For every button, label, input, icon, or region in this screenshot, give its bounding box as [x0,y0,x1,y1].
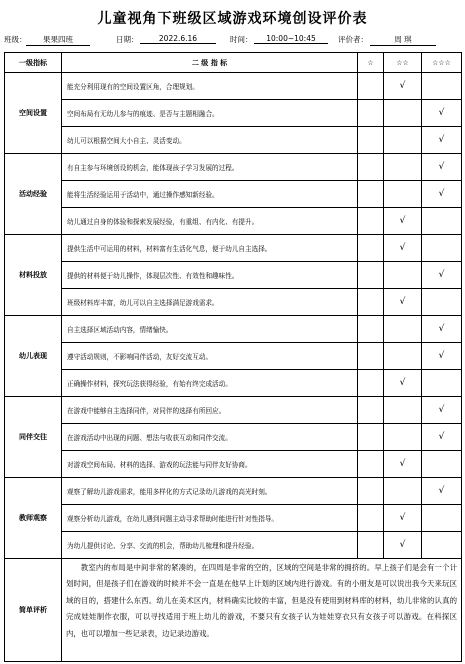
rating-mark [358,505,384,532]
rating-mark [358,208,384,235]
rating-mark [422,73,462,100]
table-row [5,397,462,424]
class-value: 果果四班 [26,34,90,46]
rating-mark [384,262,422,289]
category-label: 材料投放 [5,235,62,316]
category-label: 空间设置 [5,73,62,154]
table-row [5,127,462,154]
category-label: 同伴交往 [5,397,62,478]
indicator-text: 观察分析幼儿游戏，在幼儿遇到问题主动寻求帮助时能进行针对性指导。 [62,505,358,532]
rating-mark [384,181,422,208]
date-label: 日期： [116,35,139,44]
evaluator-value: 周 琪 [370,34,436,46]
rating-mark [358,154,384,181]
category-label: 幼儿表现 [5,316,62,397]
table-row [5,154,462,181]
time-value: 10:00~10:45 [254,34,328,44]
rating-mark [384,316,422,343]
page-title: 儿童视角下班级区域游戏环境创设评价表 [97,11,368,27]
table-row [5,451,462,478]
table-row [5,100,462,127]
rating-mark [358,181,384,208]
indicator-text: 遵守活动规则，不影响同伴活动，友好交流互动。 [62,343,358,370]
rating-mark: √ [422,397,462,424]
table-row [5,478,462,505]
rating-mark [384,424,422,451]
rating-mark: √ [422,100,462,127]
summary-label: 简单评析 [5,559,62,662]
indicator-text: 提供生活中可运用的材料，材料富有生活化气息，便于幼儿自主选择。 [62,235,358,262]
class-label: 班级： [4,35,27,44]
rating-mark [384,478,422,505]
table-row [5,316,462,343]
rating-mark [358,127,384,154]
header-secondary-indicator: 二 级 指 标 [62,53,358,73]
rating-mark [422,208,462,235]
rating-mark [358,532,384,559]
table-header-row [5,53,462,73]
indicator-text: 自主选择区域活动内容，情绪愉快。 [62,316,358,343]
rating-mark [358,397,384,424]
table-row [5,424,462,451]
table-row [5,181,462,208]
rating-mark: √ [384,451,422,478]
rating-mark [358,316,384,343]
rating-mark [422,235,462,262]
indicator-text: 能将生活经验运用于活动中，通过操作感知新经验。 [62,181,358,208]
header-one-star: ☆ [358,53,384,73]
rating-mark: √ [422,262,462,289]
rating-mark: √ [384,208,422,235]
indicator-text: 能充分利用现有的空间设置区角，合理规划。 [62,73,358,100]
indicator-text: 正确操作材料，探究玩法获得经验，有始有终完成活动。 [62,370,358,397]
rating-mark [422,289,462,316]
evaluation-table [4,52,462,662]
rating-mark [384,154,422,181]
rating-mark [422,451,462,478]
rating-mark: √ [422,154,462,181]
table-row [5,505,462,532]
indicator-text: 为幼儿提供讨论、分享、交流的机会，帮助幼儿梳理和提升经验。 [62,532,358,559]
evaluator-label: 评价者： [338,35,368,44]
rating-mark: √ [422,127,462,154]
table-row [5,370,462,397]
indicator-text: 在游戏活动中出现的问题、想法与收获互动和同伴交流。 [62,424,358,451]
indicator-text: 有自主参与环境创设的机会，能体现孩子学习发展的过程。 [62,154,358,181]
rating-mark [358,424,384,451]
time-label: 时间： [230,35,253,44]
rating-mark [358,100,384,127]
rating-mark: √ [384,505,422,532]
rating-mark: √ [384,73,422,100]
table-row [5,289,462,316]
header-three-star: ☆☆☆ [422,53,462,73]
rating-mark [384,343,422,370]
rating-mark: √ [422,478,462,505]
category-label: 活动经验 [5,154,62,235]
table-row [5,532,462,559]
indicator-text: 在游戏中能够自主选择同伴，对同伴的选择有所回应。 [62,397,358,424]
indicator-text: 提供的材料便于幼儿操作，体现层次性、有效性和趣味性。 [62,262,358,289]
table-row [5,208,462,235]
table-row [5,235,462,262]
rating-mark [358,262,384,289]
rating-mark [358,73,384,100]
rating-mark: √ [384,289,422,316]
summary-row [5,559,462,662]
rating-mark: √ [422,424,462,451]
header-two-star: ☆☆ [384,53,422,73]
table-row [5,73,462,100]
header-info [0,34,465,50]
rating-mark [384,127,422,154]
rating-mark: √ [422,181,462,208]
rating-mark [358,235,384,262]
rating-mark: √ [384,532,422,559]
rating-mark [384,397,422,424]
indicator-text: 对游戏空间布局、材料的选择、游戏的玩法能与同伴友好协商。 [62,451,358,478]
rating-mark: √ [384,235,422,262]
rating-mark [358,370,384,397]
date-value: 2022.6.16 [140,34,216,44]
rating-mark: √ [422,316,462,343]
indicator-text: 空间布局有无幼儿参与的痕迹、是否与主题相融合。 [62,100,358,127]
rating-mark [358,343,384,370]
rating-mark: √ [384,370,422,397]
rating-mark [422,505,462,532]
rating-mark: √ [422,343,462,370]
rating-mark [358,451,384,478]
summary-text: 教室内的布局是中间非常的紧凑的，在四周是非常的空的，区域的空间是非常的拥挤的。早上孩子们是会有一个计划时间，但是孩子们在游戏的时候并不会一直是在他早上计划的区域内进行游戏。有的小朋友是可以说出我今天来玩区域的目的，搭建什么东西。幼儿在美术区内，材料确实比较的丰富，但是没有使用到材料库的材料，幼儿非常的认真的完成娃娃制作衣服，可以寻找适用于班上幼儿的游戏，不要只有女孩子认为娃娃穿衣只有女孩子可以游戏。在科探区内，也可以增加一些记录表，边记录边游戏。 [62,559,462,662]
header-primary-indicator: 一级指标 [5,53,62,73]
indicator-text: 幼儿通过自身的体验和探索发展经验，有重组、有内化、有提升。 [62,208,358,235]
category-label: 教师观察 [5,478,62,559]
rating-mark [422,532,462,559]
table-row [5,343,462,370]
indicator-text: 幼儿可以根据空间大小自主、灵活变动。 [62,127,358,154]
rating-mark [422,370,462,397]
rating-mark [384,100,422,127]
table-row [5,262,462,289]
indicator-text: 观察了解幼儿游戏需求，能用多样化的方式记录幼儿游戏的高光时刻。 [62,478,358,505]
indicator-text: 班级材料库丰富，幼儿可以自主选择满足游戏需求。 [62,289,358,316]
rating-mark [358,289,384,316]
rating-mark [358,478,384,505]
